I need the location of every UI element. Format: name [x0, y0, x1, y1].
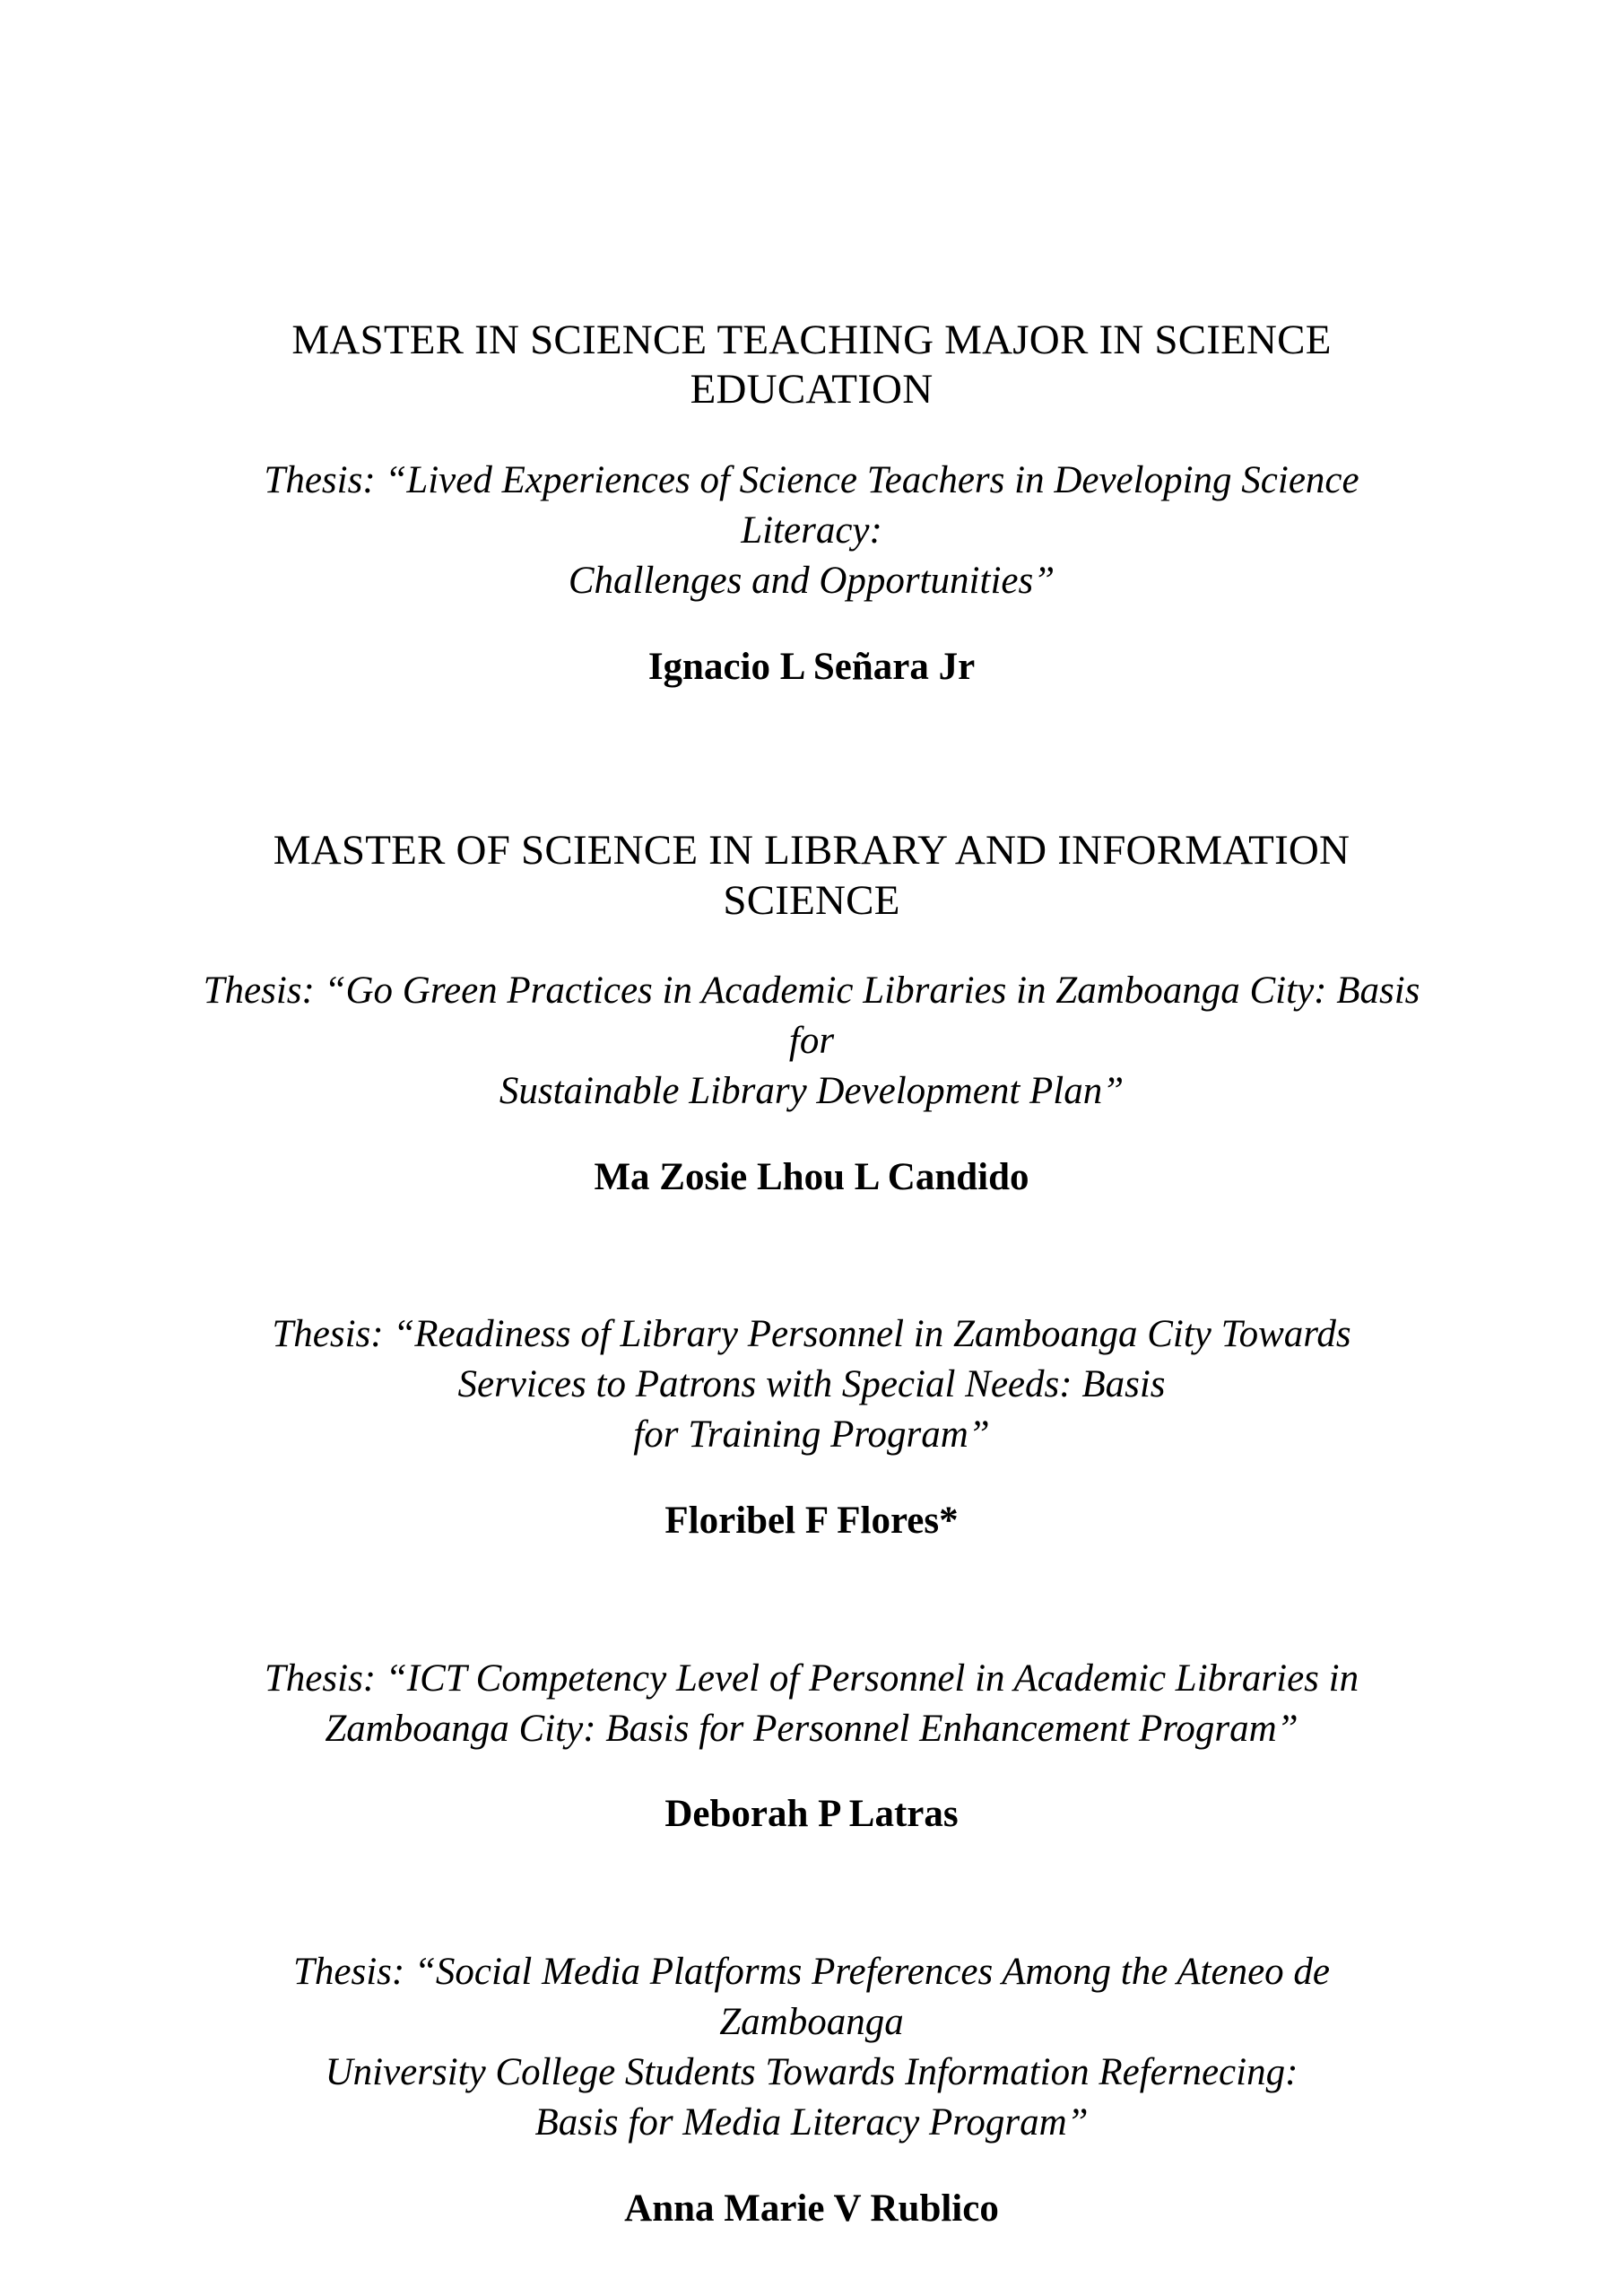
- thesis-entry: [202, 1947, 1421, 2231]
- spacer: [202, 1753, 1421, 1791]
- thesis-entry: [202, 456, 1421, 690]
- thesis-title-line: Challenges and Opportunities”: [568, 559, 1055, 602]
- page-content-column: [202, 0, 1421, 2231]
- spacer: [202, 1460, 1421, 1498]
- degree-section: [202, 0, 1421, 415]
- thesis-title-line: for Training Program”: [633, 1413, 990, 1457]
- spacer: [202, 606, 1421, 644]
- spacer: [202, 2148, 1421, 2186]
- thesis-title-line: Sustainable Library Development Plan”: [499, 1069, 1125, 1112]
- degree-section: [202, 826, 1421, 926]
- thesis-title-line: Thesis: “Readiness of Library Personnel in Zamboanga City Towards: [272, 1313, 1351, 1356]
- author-name: Ignacio L Señara Jr: [647, 645, 976, 688]
- thesis-entry: [202, 966, 1421, 1200]
- program-heading: [202, 316, 1421, 415]
- thesis-title-line: Thesis: “Go Green Practices in Academic Libraries in Zamboanga City: Basis for: [203, 970, 1420, 1062]
- program-heading-line: MASTER OF SCIENCE IN LIBRARY AND INFORMATION: [273, 827, 1350, 874]
- spacer: [202, 926, 1421, 966]
- thesis-title-line: University College Students Towards Information Refernecing:: [325, 2050, 1298, 2093]
- author-name: Ma Zosie Lhou L Candido: [594, 1155, 1029, 1198]
- spacer: [202, 415, 1421, 456]
- thesis-title-line: Zamboanga City: Basis for Personnel Enhancement Program”: [325, 1707, 1298, 1750]
- thesis-title-line: Thesis: “ICT Competency Level of Personnel in Academic Libraries in: [264, 1657, 1359, 1700]
- thesis-entry: [202, 1309, 1421, 1544]
- thesis-title: [202, 966, 1421, 1117]
- thesis-title-line: Basis for Media Literacy Program”: [534, 2100, 1089, 2144]
- spacer: [202, 1200, 1421, 1309]
- spacer: [202, 1544, 1421, 1654]
- program-heading-line: SCIENCE: [723, 876, 900, 924]
- program-heading-line: EDUCATION: [690, 366, 934, 413]
- section-spacer: [202, 690, 1421, 826]
- author-name: Floribel F Flores*: [664, 1500, 959, 1543]
- thesis-title: [202, 456, 1421, 606]
- thesis-title-line: Thesis: “Lived Experiences of Science Teachers in Developing Science Literacy:: [264, 458, 1359, 552]
- thesis-title: [202, 1654, 1421, 1754]
- program-heading: [202, 826, 1421, 926]
- thesis-title: [202, 1947, 1421, 2148]
- thesis-entry: [202, 1654, 1421, 1838]
- thesis-title-line: Services to Patrons with Special Needs: Basis: [457, 1363, 1166, 1406]
- author-name: Anna Marie V Rublico: [624, 2187, 999, 2230]
- spacer: [202, 1838, 1421, 1947]
- program-heading-line: MASTER IN SCIENCE TEACHING MAJOR IN SCIENCE: [291, 317, 1332, 363]
- thesis-title: [202, 1309, 1421, 1460]
- thesis-title-line: Thesis: “Social Media Platforms Preferences Among the Ateneo de Zamboanga: [292, 1950, 1331, 2043]
- spacer: [202, 1117, 1421, 1154]
- author-name: Deborah P Latras: [664, 1793, 959, 1836]
